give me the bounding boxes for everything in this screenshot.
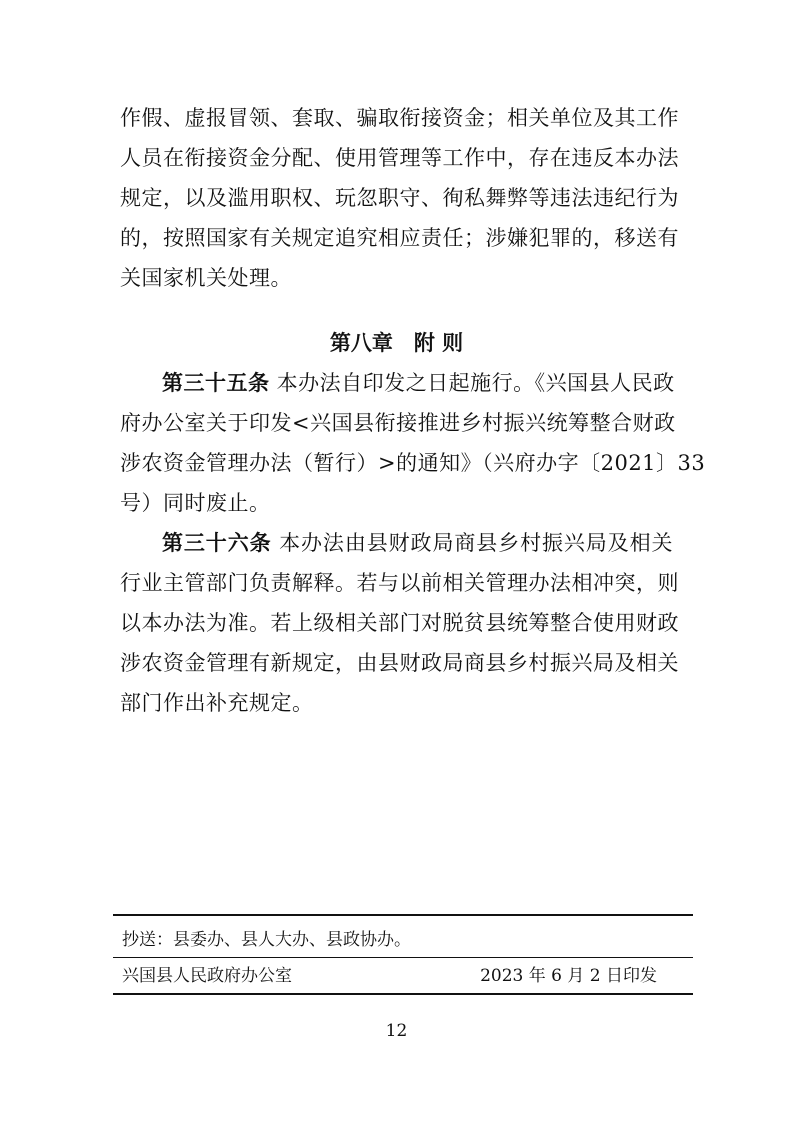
article-36-line: 行业主管部门负责解释。若与以前相关管理办法相冲突，则: [120, 571, 679, 595]
article-36-line: 涉农资金管理有新规定，由县财政局商县乡村振兴局及相关: [120, 651, 679, 675]
article-36-text: 本办法由县财政局商县乡村振兴局及相关: [271, 531, 673, 555]
article-35-line: 号）同时废止。: [120, 491, 271, 515]
article-36-line: 以本办法为准。若上级相关部门对脱贫县统筹整合使用财政: [120, 611, 679, 635]
footer-top-rule: [113, 914, 693, 916]
article-35-line: 府办公室关于印发<兴国县衔接推进乡村振兴统筹整合财政: [120, 411, 676, 435]
article-35-label: 第三十五条: [162, 370, 270, 395]
footer-middle-rule: [113, 957, 693, 958]
chapter-heading: 第八章 附 则: [329, 330, 464, 355]
paragraph-line: 人员在衔接资金分配、使用管理等工作中，存在违反本办法: [120, 146, 679, 170]
issue-date: 2023 年 6 月 2 日印发: [480, 966, 657, 986]
footer-bottom-rule: [113, 993, 693, 995]
cc-line: 抄送：县委办、县人大办、县政协办。: [122, 930, 411, 950]
paragraph-line: 的，按照国家有关规定追究相应责任；涉嫌犯罪的，移送有: [120, 226, 679, 250]
page-number: 12: [385, 1021, 408, 1041]
paragraph-line: 规定，以及滥用职权、玩忽职守、徇私舞弊等违法违纪行为: [120, 186, 679, 210]
article-36-first-line: [162, 523, 673, 563]
article-35-text: 本办法自印发之日起施行。《兴国县人民政: [269, 371, 675, 395]
paragraph-line: 作假、虚报冒领、套取、骗取衔接资金；相关单位及其工作: [120, 106, 679, 130]
issuer: 兴国县人民政府办公室: [122, 966, 292, 986]
article-35-first-line: [162, 363, 673, 403]
article-35-line: 涉农资金管理办法（暂行）>的通知》（兴府办字〔2021〕33: [120, 451, 706, 475]
article-36-label: 第三十六条: [162, 530, 272, 555]
paragraph-line: 关国家机关处理。: [120, 266, 292, 290]
article-36-line: 部门作出补充规定。: [120, 691, 314, 715]
